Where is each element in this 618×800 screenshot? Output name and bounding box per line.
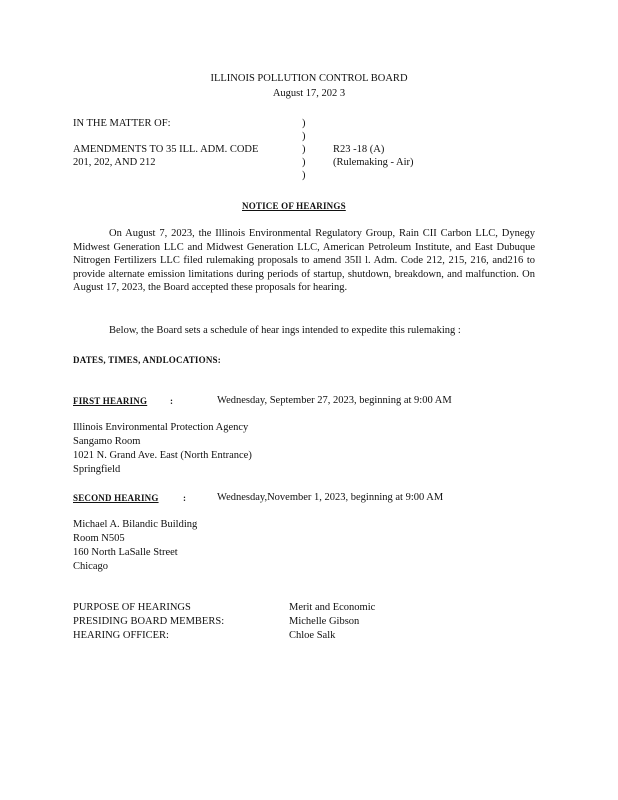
notice-title: NOTICE OF HEARINGS (242, 201, 346, 211)
first-hearing-location-line: Sangamo Room (73, 436, 141, 447)
second-hearing-location-line: Michael A. Bilandic Building (73, 519, 198, 530)
caption-paren: ) (302, 170, 306, 181)
second-hearing-colon: : (183, 493, 187, 503)
purpose-label: PURPOSE OF HEARINGS (73, 602, 191, 613)
schedule-intro (73, 324, 535, 338)
first-hearing-datetime: Wednesday, September 27, 2023, beginning at 9:00 AM (217, 395, 452, 406)
docket-type: (Rulemaking - Air) (333, 157, 414, 168)
presiding-members-value: Michelle Gibson (289, 616, 360, 627)
hearing-officer-label: HEARING OFFICER: (73, 630, 169, 641)
caption-paren: ) (302, 118, 306, 129)
amendments-line-2: 201, 202, AND 212 (73, 157, 156, 168)
first-hearing-location-line: Springfield (73, 464, 121, 475)
caption-paren: ) (302, 131, 306, 142)
first-hearing-colon: : (170, 396, 174, 406)
second-hearing-location-line: Room N505 (73, 533, 125, 544)
first-hearing-label: FIRST HEARING (73, 396, 148, 406)
purpose-value: Merit and Economic (289, 602, 376, 613)
second-hearing-location-line: 160 North LaSalle Street (73, 547, 178, 558)
board-title: ILLINOIS POLLUTION CONTROL BOARD (210, 73, 408, 84)
document-date: August 17, 202 3 (272, 88, 346, 99)
hearing-officer-value: Chloe Salk (289, 630, 336, 641)
first-hearing-location-line: Illinois Environmental Protection Agency (73, 422, 249, 433)
caption-paren: ) (302, 157, 306, 168)
first-hearing-location-line: 1021 N. Grand Ave. East (North Entrance) (73, 450, 252, 461)
docket-number: R23 -18 (A) (333, 144, 385, 155)
caption-paren: ) (302, 144, 306, 155)
second-hearing-datetime: Wednesday,November 1, 2023, beginning at 9:00 AM (217, 492, 444, 503)
matter-label: IN THE MATTER OF: (73, 118, 171, 129)
dates-heading: DATES, TIMES, ANDLOCATIONS: (73, 355, 221, 365)
presiding-members-label: PRESIDING BOARD MEMBERS: (73, 616, 225, 627)
amendments-line-1: AMENDMENTS TO 35 ILL. ADM. CODE (73, 144, 259, 155)
second-hearing-label: SECOND HEARING (73, 493, 159, 503)
second-hearing-location-line: Chicago (73, 561, 108, 572)
notice-paragraph (73, 227, 535, 295)
schedule-intro-text: Below, the Board sets a schedule of hear ings intended to expedite this rulemaking : (109, 325, 461, 336)
notice-paragraph-text: On August 7, 2023, the Illinois Environmental Regulatory Group, Rain CII Carbon LLC, Dynegy Midwest Generation LLC and Midwest Generation LLC, American Petroleum Institute, and East Dubuque Nitrogen Fertilizers LLC filed rulemaking proposals to amend 35Il l. Adm. Code 212, 215, 216, and216 to provide alternate emission limitations during periods of startup, shutdown, breakdown, and malfunction. On August 17, 2023, the Board accepted these proposals for hearing. (73, 228, 535, 293)
